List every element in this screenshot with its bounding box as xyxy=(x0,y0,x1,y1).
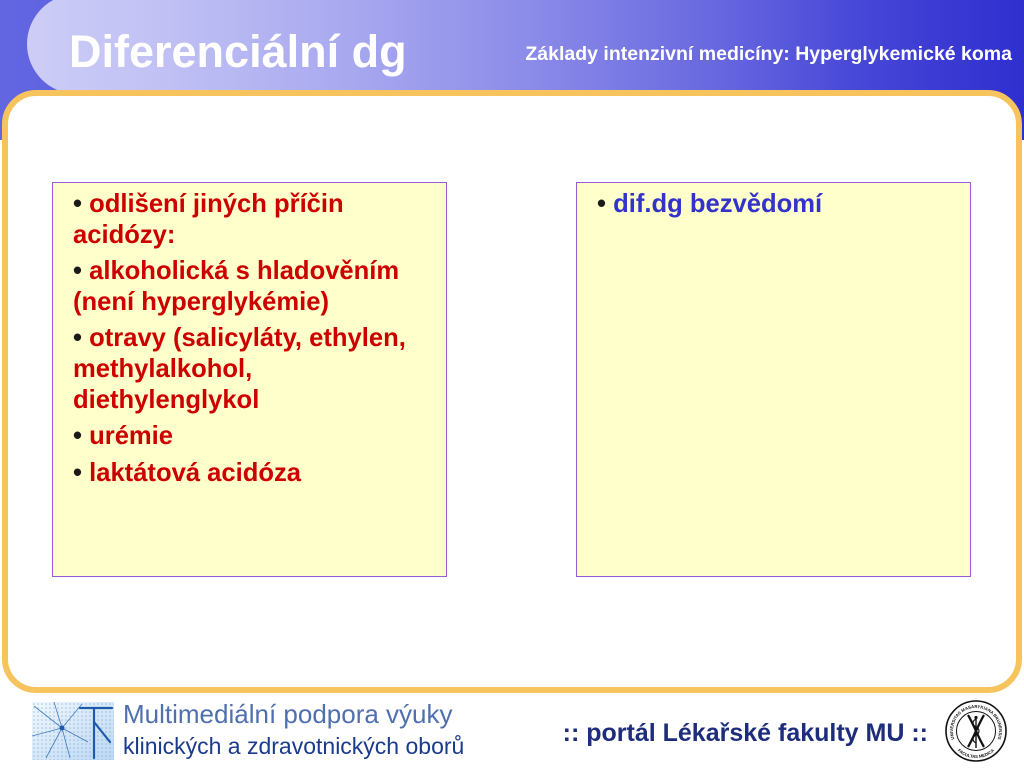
bullet-item xyxy=(73,189,435,250)
bullet-item xyxy=(597,189,959,220)
bullet-marker: • xyxy=(597,190,606,218)
slide-title: Diferenciální dg xyxy=(69,26,407,77)
right-text-box xyxy=(576,182,971,577)
bullet-marker: • xyxy=(73,324,82,353)
bullet-text: alkoholická s hladověním (není hyperglykémie) xyxy=(73,257,400,316)
bullet-text: odlišení jiných příčin acidózy: xyxy=(73,190,344,249)
portal-label: :: portál Lékařské fakulty MU :: xyxy=(562,719,928,747)
university-seal-icon xyxy=(944,699,1008,763)
left-text-box xyxy=(52,182,447,577)
bullet-text: urémie xyxy=(89,422,174,451)
bullet-marker: • xyxy=(73,458,82,487)
seal-bottom-text: FACULTAS MEDICA xyxy=(956,747,996,760)
bullet-marker: • xyxy=(73,190,82,218)
slide-subtitle: Základy intenzivní medicíny: Hyperglykemické koma xyxy=(525,43,1012,65)
bullet-marker: • xyxy=(73,422,82,451)
bullet-item xyxy=(73,458,435,489)
seal-top-text: UNIVERSITAS MASARYKIANA BRUNENSIS xyxy=(948,703,1004,741)
brand-title: Multimediální podpora výuky xyxy=(123,699,453,729)
bullet-item xyxy=(73,323,435,415)
bullet-item xyxy=(73,421,435,452)
bullet-item xyxy=(73,256,435,317)
network-logo-icon xyxy=(32,702,114,760)
bullet-text: otravy (salicyláty, ethylen, methylalkohol, diethylenglykol xyxy=(73,324,406,414)
brand-subtitle: klinických a zdravotnických oborů xyxy=(123,733,465,759)
bullet-text: dif.dg bezvědomí xyxy=(613,190,823,218)
bullet-marker: • xyxy=(73,257,82,286)
bullet-text: laktátová acidóza xyxy=(89,458,302,487)
